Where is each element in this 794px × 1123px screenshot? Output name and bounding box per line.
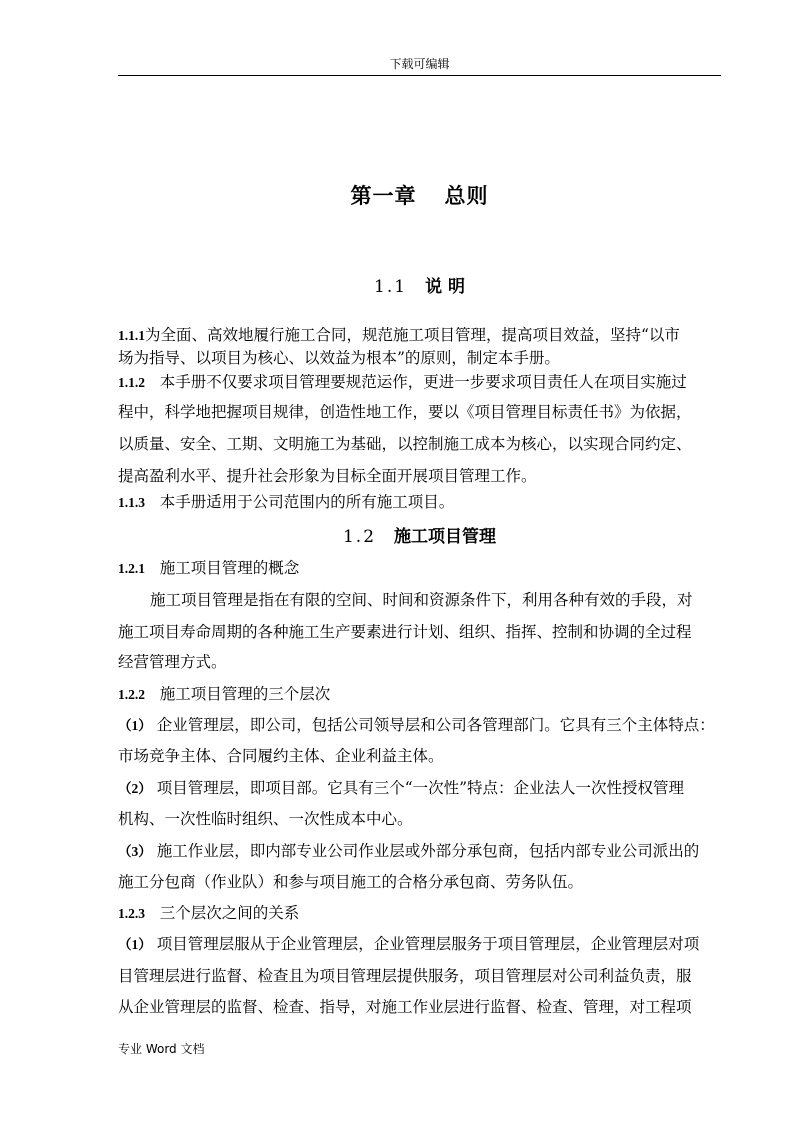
list-item-line: 施工分包商（作业队）和参与项目施工的合格分承包商、劳务队伍。 [118,873,584,891]
paragraph-line [118,492,728,513]
paragraph-line: 施工项目管理是指在有限的空间、时间和资源条件下，利用各种有效的手段，对 [150,591,693,609]
list-item-line [118,778,728,799]
section-number: 1.1 [374,277,408,297]
section-number: 1.2 [342,527,377,547]
list-item-line [118,715,728,736]
list-item-text: 施工作业层，即内部专业公司作业层或外部分承包商，包括内部专业公司派出的 [156,842,700,860]
list-item-label: （3） [118,844,152,859]
section-name: 施工项目管理 [394,527,497,547]
section-title-1-2 [118,522,721,547]
paragraph-text: 为全面、高效地履行施工合同，规范施工项目管理，提高项目效益，坚持“以市 [145,326,680,344]
paragraph-text: 本手册适用于公司范围内的所有施工项目。 [159,493,455,511]
clause-number: 1.1.1 [118,328,145,343]
list-item-label: （1） [118,937,152,952]
clause-heading [118,684,728,705]
clause-number: 1.1.3 [118,495,145,510]
list-item-line: 市场竞争主体、合同履约主体、企业利益主体。 [118,747,444,765]
paragraph-text: 本手册不仅要求项目管理要规范运作，更进一步要求项目责任人在项目实施过 [159,373,687,391]
clause-heading-text: 三个层次之间的关系 [159,904,300,922]
list-item-label: （2） [118,781,152,796]
chapter-name: 总则 [444,183,489,208]
paragraph-line: 场为指导、以项目为核心、以效益为根本”的原则，制定本手册。 [118,349,560,367]
clause-number: 1.2.2 [118,687,145,702]
clause-heading [118,558,728,579]
list-item-text: 企业管理层，即公司，包括公司领导层和公司各管理部门。它具有三个主体特点： [156,716,715,734]
list-item-line: 目管理层进行监督、检查且为项目管理层提供服务，项目管理层对公司利益负责，服 [118,967,692,985]
paragraph-line: 以质量、安全、工期、文明施工为基础，以控制施工成本为核心，以实现合同约定、 [118,435,692,453]
list-item-line: 机构、一次性临时组织、一次性成本中心。 [118,810,413,828]
list-item-line: 从企业管理层的监督、检查、指导，对施工作业层进行监督、检查、管理，对工程项 [118,998,692,1016]
list-item-label: （1） [118,718,152,733]
paragraph-line: 提高盈利水平、提升社会形象为目标全面开展项目管理工作。 [118,467,537,485]
clause-number: 1.2.1 [118,561,145,576]
paragraph-line [118,372,728,393]
chapter-number: 第一章 [350,183,417,208]
paragraph-line: 经营管理方式。 [118,653,227,671]
list-item-text: 项目管理层服从于企业管理层，企业管理层服务于项目管理层，企业管理层对项 [156,935,700,953]
list-item-line [118,841,728,862]
clause-number: 1.2.3 [118,906,145,921]
page-footer: 专业 Word 文档 [118,1042,205,1056]
clause-heading-text: 施工项目管理的三个层次 [159,685,331,703]
paragraph-line [118,325,728,346]
list-item-text: 项目管理层，即项目部。它具有三个“一次性”特点：企业法人一次性授权管理 [156,779,685,797]
clause-heading [118,903,728,924]
section-name: 说 明 [425,277,465,297]
section-title-1-1 [118,272,721,297]
paragraph-line: 程中，科学地把握项目规律，创造性地工作，要以《项目管理目标责任书》为依据， [118,403,692,421]
page-header: 下载可编辑 [118,55,721,76]
list-item-line [118,934,728,955]
paragraph-line: 施工项目寿命周期的各种施工生产要素进行计划、组织、指挥、控制和协调的全过程 [118,623,692,641]
chapter-title [118,180,721,210]
clause-heading-text: 施工项目管理的概念 [159,559,300,577]
clause-number: 1.1.2 [118,375,145,390]
